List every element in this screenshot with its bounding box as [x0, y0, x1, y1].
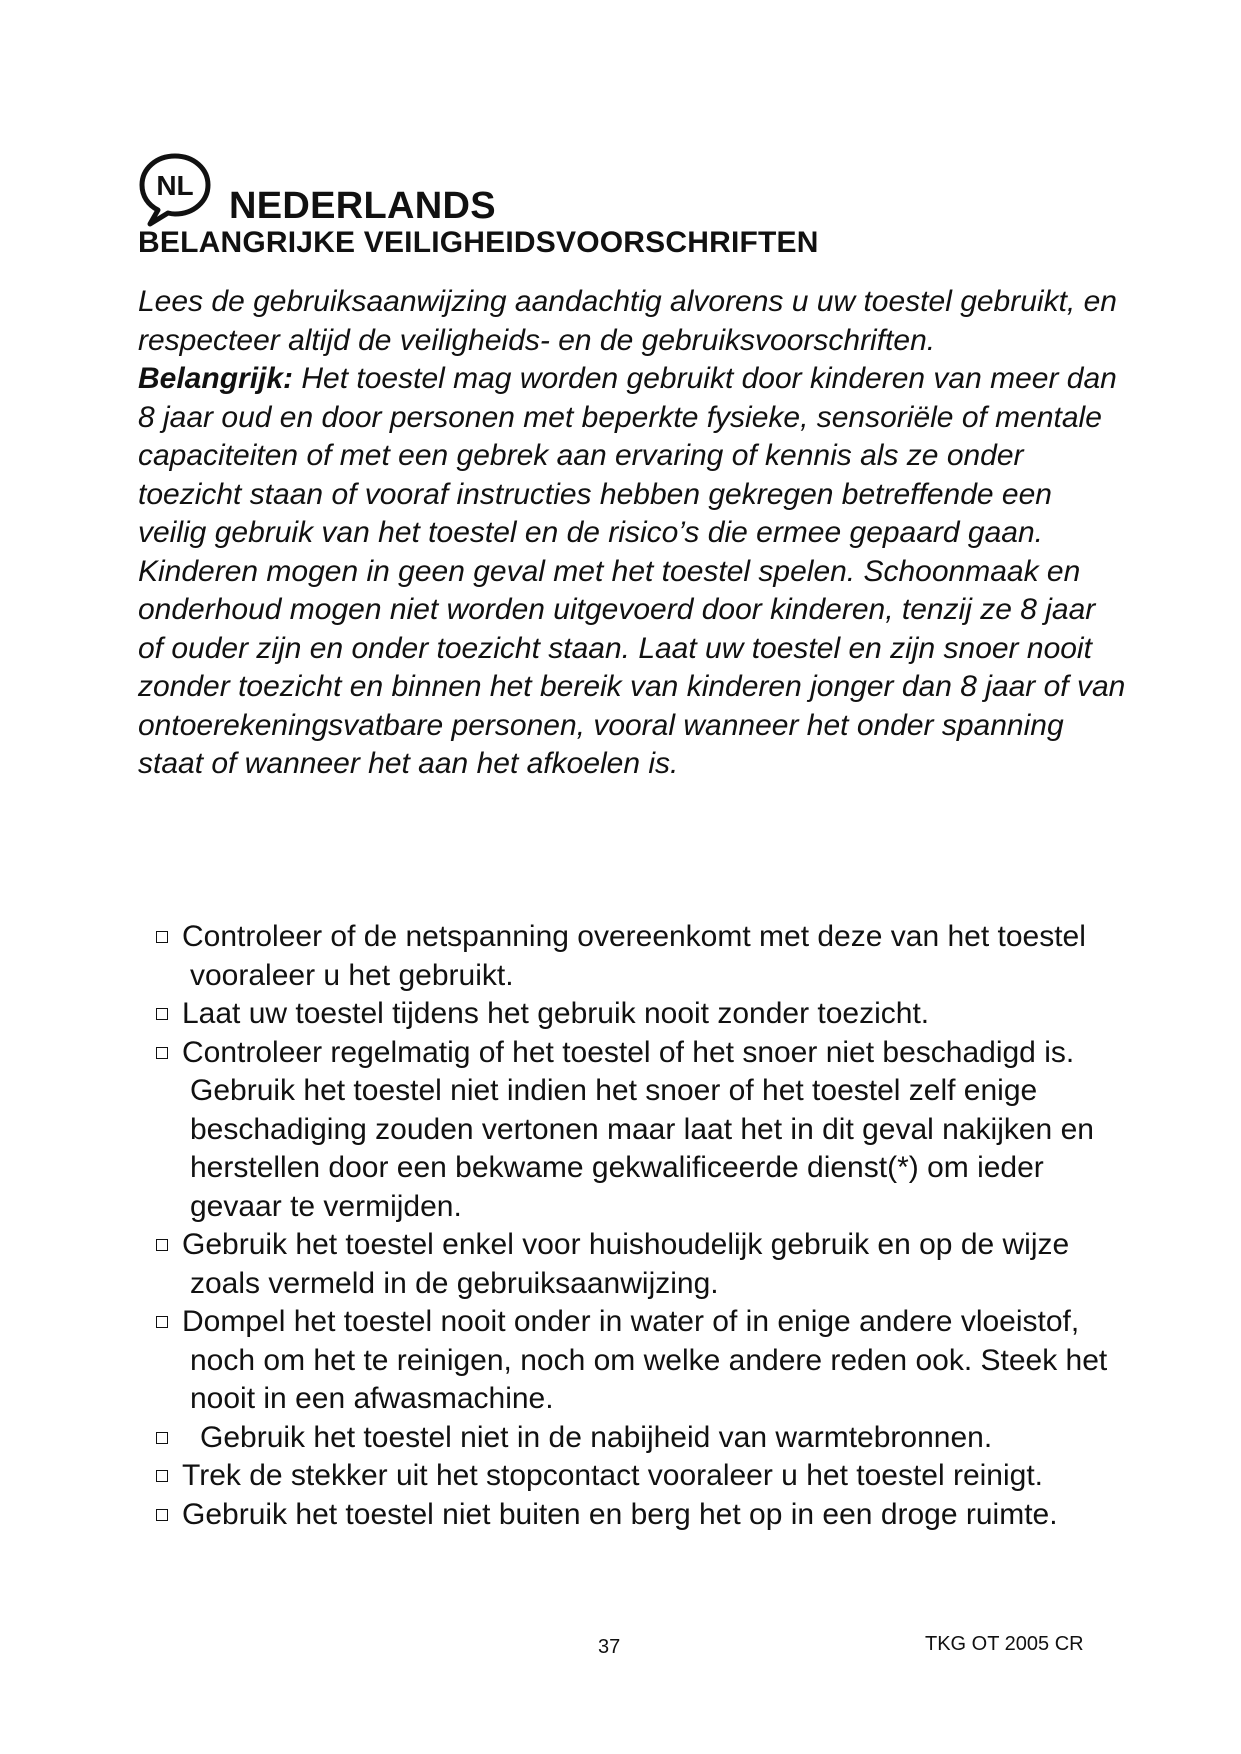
- speech-bubble-icon: [135, 150, 215, 230]
- section-title: BELANGRIJKE VEILIGHEIDSVOORSCHRIFTEN: [138, 226, 819, 259]
- list-item: [138, 1419, 1138, 1458]
- rule-text: Controleer regelmatig of het toestel of het snoer niet beschadigd is. Gebruik het toestel niet indien het snoer of het toestel zelf enige beschadiging zouden vertonen maar laat het in dit geval nakijken en herstellen door een bekwame gekwalificeerde dienst(*) om ieder gevaar te vermijden.: [182, 1035, 1094, 1223]
- checkbox-bullet-icon: [156, 1509, 168, 1521]
- checkbox-bullet-icon: [156, 1047, 168, 1059]
- checkbox-bullet-icon: [156, 1470, 168, 1482]
- badge-text: NL: [156, 170, 194, 201]
- rule-text: Trek de stekker uit het stopcontact vooraleer u het toestel reinigt.: [182, 1459, 1044, 1492]
- list-item: [138, 1034, 1138, 1227]
- checkbox-bullet-icon: [156, 1008, 168, 1020]
- checkbox-bullet-icon: [156, 1316, 168, 1328]
- page-number: 37: [598, 1636, 621, 1658]
- intro-text: [138, 283, 1128, 784]
- important-text: Het toestel mag worden gebruikt door kinderen van meer dan 8 jaar oud en door personen met beperkte fysieke, sensoriële of mentale capaciteiten of met een gebrek aan ervaring of kennis als ze onder toezicht staan of vooraf instructies hebben gekregen betreffende een veilig gebruik van het toestel en de risico’s die ermee gepaard gaan. Kinderen mogen in geen geval met het toestel spelen. Schoonmaak en onderhoud mogen niet worden uitgevoerd door kinderen, tenzij ze 8 jaar of ouder zijn en onder toezicht staan. Laat uw toestel en zijn snoer nooit zonder toezicht en binnen het bereik van kinderen jonger dan 8 jaar of van ontoerekeningsvatbare personen, vooral wanneer het onder spanning staat of wanneer het aan het afkoelen is.: [138, 362, 1126, 780]
- model-code: TKG OT 2005 CR: [925, 1633, 1084, 1655]
- checkbox-bullet-icon: [156, 1432, 168, 1444]
- rule-text: Controleer of de netspanning overeenkomt met deze van het toestel vooraleer u het gebruikt.: [182, 920, 1086, 992]
- checkbox-bullet-icon: [156, 1239, 168, 1251]
- list-item: [138, 1496, 1138, 1535]
- important-label: Belangrijk:: [138, 362, 294, 395]
- list-item: [138, 1303, 1138, 1419]
- checkbox-bullet-icon: [156, 931, 168, 943]
- important-paragraph: [138, 360, 1128, 784]
- rule-text: Gebruik het toestel enkel voor huishoudelijk gebruik en op de wijze zoals vermeld in de gebruiksaanwijzing.: [182, 1228, 1070, 1300]
- list-item: [138, 918, 1138, 995]
- rule-text: Gebruik het toestel niet in de nabijheid van warmtebronnen.: [200, 1420, 993, 1454]
- rule-text: Gebruik het toestel niet buiten en berg het op in een droge ruimte.: [182, 1497, 1058, 1531]
- rule-text: Laat uw toestel tijdens het gebruik nooit zonder toezicht.: [182, 997, 930, 1030]
- safety-rules-list: [138, 918, 1138, 1534]
- intro-paragraph: Lees de gebruiksaanwijzing aandachtig alvorens u uw toestel gebruikt, en respecteer altijd de veiligheids- en de gebruiksvoorschriften.: [138, 285, 1117, 357]
- list-item: [138, 1226, 1138, 1303]
- list-item: [138, 995, 1138, 1034]
- language-title: NEDERLANDS: [229, 185, 496, 227]
- rule-text: Dompel het toestel nooit onder in water of in enige andere vloeistof, noch om het te reinigen, noch om welke andere reden ook. Steek het nooit in een afwasmachine.: [182, 1305, 1108, 1415]
- list-item: [138, 1457, 1138, 1496]
